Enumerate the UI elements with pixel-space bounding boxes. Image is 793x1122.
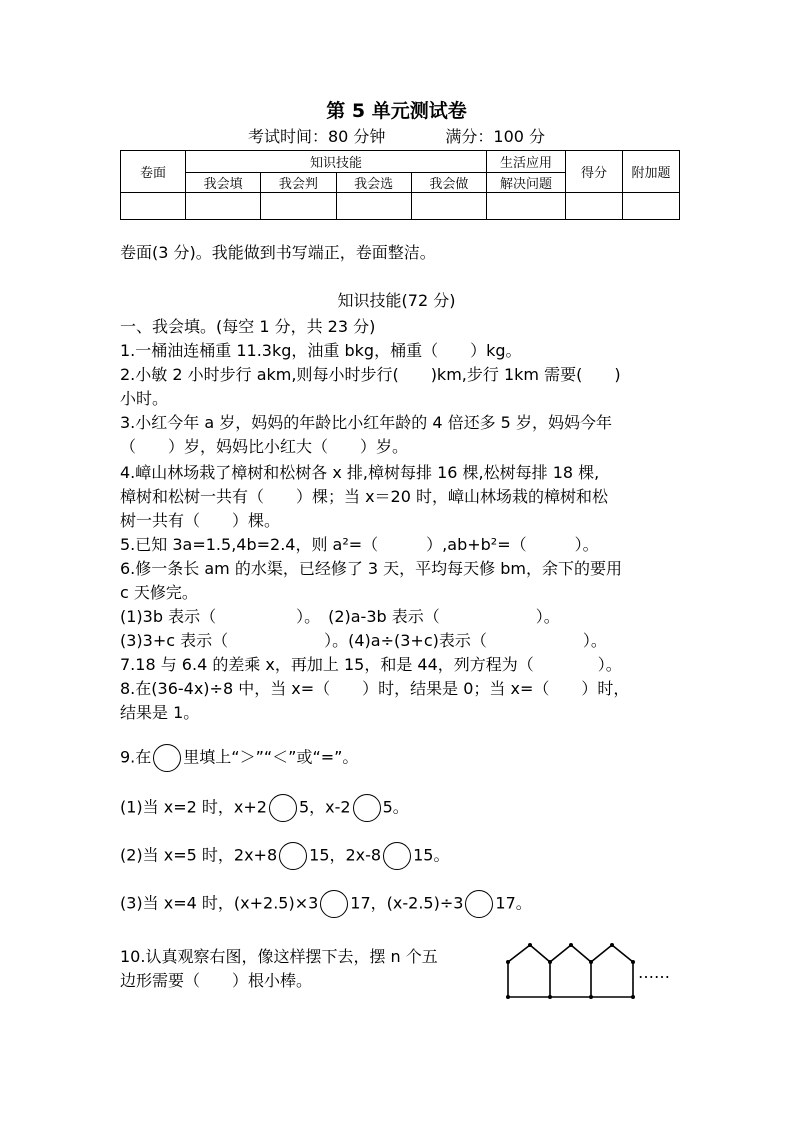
part-one-heading: 一、我会填。(每空 1 分，共 23 分) xyxy=(120,317,376,336)
question-7: 7.18 与 6.4 的差乘 x，再加上 15，和是 44，列方程为（ ）。 xyxy=(120,655,622,674)
question-8-line2: 结果是 1。 xyxy=(120,703,200,722)
q9-1-text-b: 5，x-2 xyxy=(298,797,351,817)
question-6-line4: (3)3+c 表示（ ）。(4)a÷(3+c)表示（ ）。 xyxy=(120,631,607,650)
q9-3-text-c: 17。 xyxy=(495,893,532,913)
question-10-line1: 10.认真观察右图，像这样摆下去，摆 n 个五 xyxy=(120,947,438,966)
juanmian-note: 卷面(3 分)。我能做到书写端正，卷面整洁。 xyxy=(120,243,436,262)
th-fujiati: 附加题 xyxy=(623,151,680,193)
question-4-line2: 樟树和松树一共有（ ）棵；当 x＝20 时，嶂山林场栽的樟树和松 xyxy=(120,487,609,506)
score-cell[interactable] xyxy=(261,193,336,220)
question-6-line1: 6.修一条长 am 的水渠，已经修了 3 天，平均每天修 bm，余下的要用 xyxy=(120,559,623,578)
question-4-line3: 树一共有（ ）棵。 xyxy=(120,511,281,530)
score-cell[interactable] xyxy=(186,193,261,220)
question-2-line1: 2.小敏 2 小时步行 akm,则每小时步行( )km,步行 1km 需要( ) xyxy=(120,365,621,384)
score-cell[interactable] xyxy=(411,193,486,220)
question-2-line2: 小时。 xyxy=(120,389,169,408)
q9-3-text-b: 17，(x-2.5)÷3 xyxy=(350,893,464,913)
pentagon-2 xyxy=(550,945,591,997)
score-cell[interactable] xyxy=(487,193,566,220)
score-cell[interactable] xyxy=(623,193,680,220)
pentagon-sticks-figure xyxy=(505,940,685,1000)
q9-1-text-c: 5。 xyxy=(382,797,409,817)
th-wohuixuan: 我会选 xyxy=(336,173,411,193)
q9-2-text-c: 15。 xyxy=(413,845,450,865)
score-table xyxy=(120,150,680,220)
figure-dots: …… xyxy=(638,963,670,982)
answer-circle-icon[interactable] xyxy=(279,842,307,870)
q9-suffix: 里填上“＞”“＜”或“=”。 xyxy=(183,747,359,767)
q9-1-text-a: (1)当 x=2 时，x+2 xyxy=(120,797,267,817)
question-9-prompt xyxy=(120,744,358,772)
exam-full-score: 满分：100 分 xyxy=(445,127,546,146)
th-jiejuewenti: 解决问题 xyxy=(487,173,566,193)
question-3-line1: 3.小红今年 a 岁，妈妈的年龄比小红年龄的 4 倍还多 5 岁，妈妈今年 xyxy=(120,413,612,432)
th-shenghuo-yingyong: 生活应用 xyxy=(487,151,566,173)
th-wohuitian: 我会填 xyxy=(186,173,261,193)
q9-2-text-a: (2)当 x=5 时，2x+8 xyxy=(120,845,278,865)
question-1: 1.一桶油连桶重 11.3kg，油重 bkg，桶重（ ）kg。 xyxy=(120,341,522,360)
score-cell[interactable] xyxy=(336,193,411,220)
answer-circle-icon[interactable] xyxy=(383,842,411,870)
question-9-part3 xyxy=(120,890,532,918)
question-4-line1: 4.嶂山林场栽了樟树和松树各 x 排,樟树每排 16 棵,松树每排 18 棵, xyxy=(120,463,600,482)
question-6-line3: (1)3b 表示（ ）。 (2)a-3b 表示（ ）。 xyxy=(120,607,560,626)
q9-prefix: 9.在 xyxy=(120,747,152,767)
answer-circle-icon[interactable] xyxy=(353,794,381,822)
answer-circle-icon[interactable] xyxy=(465,890,493,918)
question-10-line2: 边形需要（ ）根小棒。 xyxy=(120,971,313,990)
question-5: 5.已知 3a=1.5,4b=2.4，则 a²=（ ）,ab+b²=（ ）。 xyxy=(120,535,599,554)
question-9-part1 xyxy=(120,794,409,822)
th-zhishi-jineng: 知识技能 xyxy=(186,151,487,173)
score-cell[interactable] xyxy=(566,193,623,220)
pentagon-3 xyxy=(591,945,633,997)
exam-title: 第 5 单元测试卷 xyxy=(326,100,467,122)
th-defen: 得分 xyxy=(566,151,623,193)
th-juanmian: 卷面 xyxy=(121,151,186,193)
question-6-line2: c 天修完。 xyxy=(120,583,198,602)
th-wohuipan: 我会判 xyxy=(261,173,336,193)
answer-circle-icon[interactable] xyxy=(269,794,297,822)
q9-2-text-b: 15，2x-8 xyxy=(309,845,382,865)
empty-circle-icon xyxy=(153,744,181,772)
question-8-line1: 8.在(36-4x)÷8 中，当 x=（ ）时，结果是 0；当 x=（ ）时， xyxy=(120,679,630,698)
question-9-part2 xyxy=(120,842,449,870)
pentagon-1 xyxy=(508,945,550,997)
question-3-line2: （ ）岁，妈妈比小红大（ ）岁。 xyxy=(120,437,409,456)
exam-subtitle xyxy=(0,124,793,147)
section-title: 知识技能(72 分) xyxy=(337,291,456,310)
answer-circle-icon[interactable] xyxy=(320,890,348,918)
th-wohuizuo: 我会做 xyxy=(411,173,486,193)
score-cell[interactable] xyxy=(121,193,186,220)
q9-3-text-a: (3)当 x=4 时，(x+2.5)×3 xyxy=(120,893,319,913)
exam-time: 考试时间：80 分钟 xyxy=(247,127,386,146)
